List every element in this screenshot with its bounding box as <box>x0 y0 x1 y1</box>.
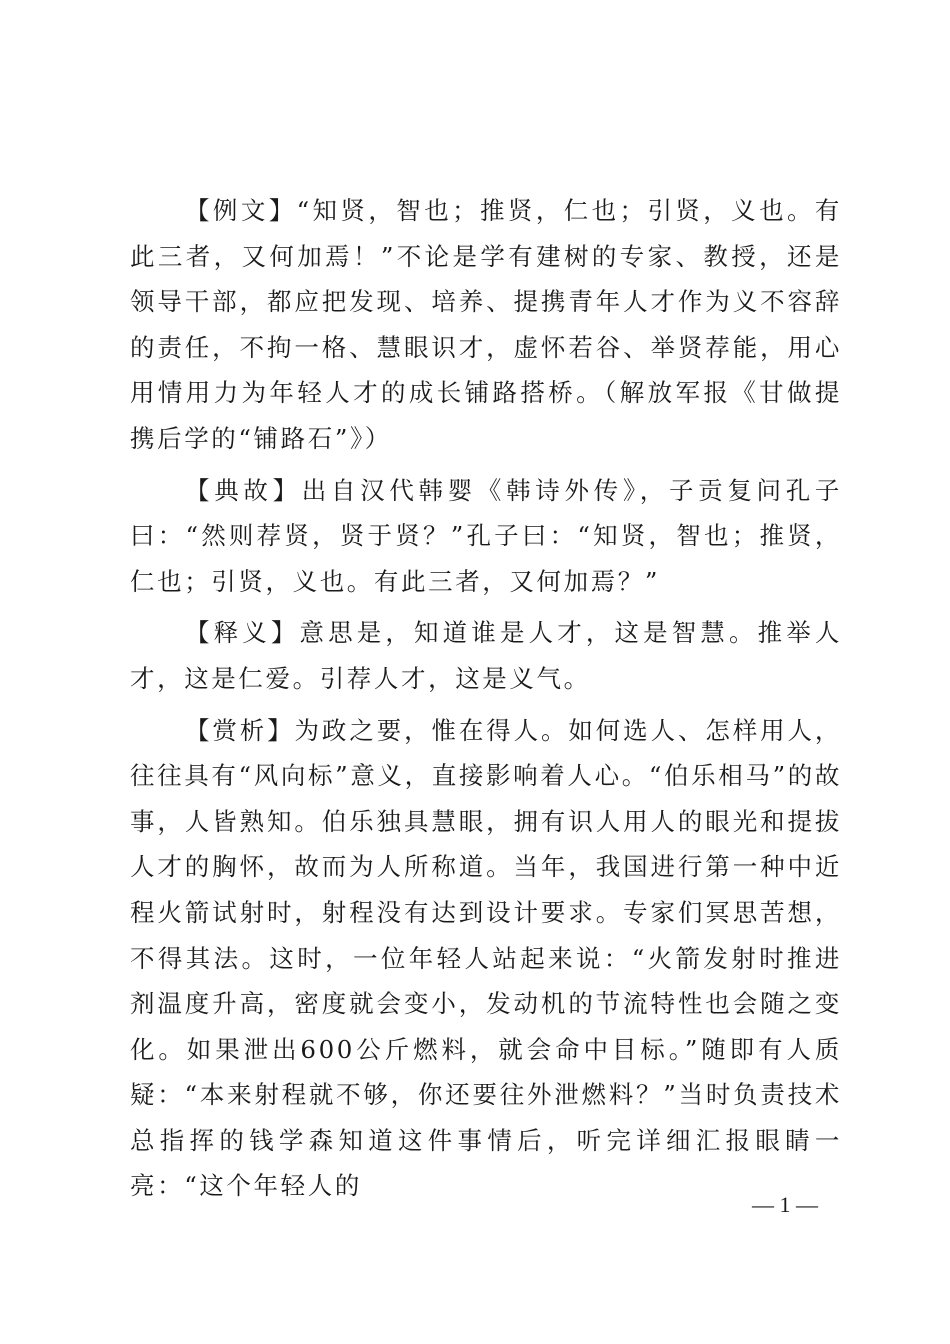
paragraph-allusion: 【典故】出自汉代韩婴《韩诗外传》，子贡复问孔子曰：“然则荐贤，贤于贤？”孔子曰：“知贤，智也；推贤，仁也；引贤，义也。有此三者，又何加焉？” <box>130 475 842 596</box>
paragraph-example: 【例文】“知贤，智也；推贤，仁也；引贤，义也。有此三者，又何加焉！”不论是学有建树的专家、教授，还是领导干部，都应把发现、培养、提携青年人才作为义不容辞的责任，不拘一格、慧眼识才，虚怀若谷、举贤荐能，用心用情用力为年轻人才的成长铺路搭桥。（解放军报《甘做提携后学的“铺路石”》） <box>130 196 842 453</box>
document-body <box>130 188 842 1215</box>
paragraph-explanation: 【释义】意思是，知道谁是人才，这是智慧。推举人才，这是仁爱。引荐人才，这是义气。 <box>130 618 842 693</box>
paragraph-appreciation: 【赏析】为政之要，惟在得人。如何选人、怎样用人，往往具有“风向标”意义，直接影响着人心。“伯乐相马”的故事，人皆熟知。伯乐独具慧眼，拥有识人用人的眼光和提拔人才的胸怀，故而为人所称道。当年，我国进行第一种中近程火箭试射时，射程没有达到设计要求。专家们冥思苦想，不得其法。这时，一位年轻人站起来说：“火箭发射时推进剂温度升高，密度就会变小，发动机的节流特性也会随之变化。如果泄出600公斤燃料，就会命中目标。”随即有人质疑：“本来射程就不够，你还要往外泄燃料？”当时负责技术总指挥的钱学森知道这件事情后，听完详细汇报眼睛一亮：“这个年轻人的 <box>130 715 842 1201</box>
page-number: — 1 — <box>752 1192 818 1217</box>
